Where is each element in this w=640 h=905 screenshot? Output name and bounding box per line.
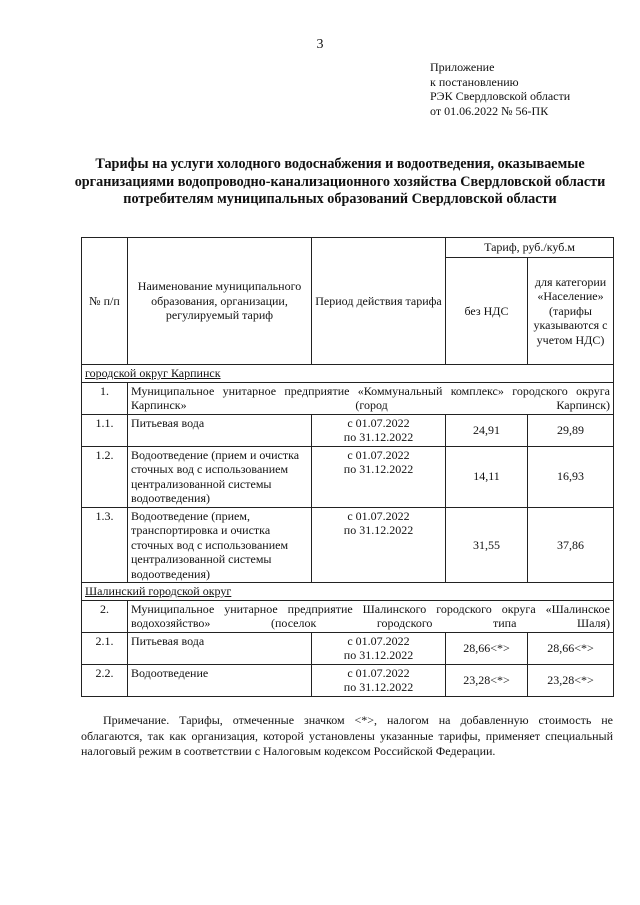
header-population: для категории «Население» (тарифы указываются с учетом НДС) <box>528 258 614 365</box>
row-name: Питьевая вода <box>128 632 312 664</box>
appendix-line-2: к постановлению <box>430 74 519 89</box>
org-num: 1. <box>82 382 128 414</box>
header-name: Наименование муниципального образования, организации, регулируемый тариф <box>128 238 312 365</box>
table-row <box>82 446 614 507</box>
tariff-table <box>81 237 614 697</box>
footnote-text: Примечание. Тарифы, отмеченные значком <*>, налогом на добавленную стоимость не облагаются, так как организация, которой установлены указанные тарифы, применяет специальный налоговый режим в соответствии с Налоговым кодексом Российской Федерации. <box>81 713 613 758</box>
document-title: Тарифы на услуги холодного водоснабжения и водоотведения, оказываемые организациями водопроводно-канализационного хозяйства Свердловской области потребителям муниципальных образований Свердловской области <box>74 156 606 207</box>
row-population: 29,89 <box>528 414 614 446</box>
region-row: городской округ Карпинск <box>82 365 614 383</box>
appendix-line-4: от 01.06.2022 № 56-ПК <box>430 103 549 118</box>
period-from: с 01.07.2022 <box>347 508 410 523</box>
appendix-line-1: Приложение <box>430 60 495 74</box>
header-num: № п/п <box>82 238 128 365</box>
row-period <box>312 507 446 583</box>
period-to: по 31.12.2022 <box>343 648 414 662</box>
row-period <box>312 632 446 664</box>
row-num: 2.1. <box>82 632 128 664</box>
period-from: с 01.07.2022 <box>347 633 410 648</box>
row-period <box>312 446 446 507</box>
table-row <box>82 664 614 696</box>
header-no-vat: без НДС <box>446 258 528 365</box>
period-from: с 01.07.2022 <box>347 665 410 680</box>
row-period <box>312 664 446 696</box>
row-name: Водоотведение (прием, транспортировка и очистка сточных вод с использованием централизованной системы водоотведения) <box>128 507 312 583</box>
row-num: 1.3. <box>82 507 128 583</box>
row-no-vat: 28,66<*> <box>446 632 528 664</box>
row-no-vat: 14,11 <box>446 446 528 507</box>
row-name: Водоотведение (прием и очистка сточных вод с использованием централизованной системы водоотведения) <box>128 446 312 507</box>
region-row: Шалинский городской округ <box>82 583 614 601</box>
period-to: по 31.12.2022 <box>343 680 414 694</box>
table-row <box>82 414 614 446</box>
header-tariff-group: Тариф, руб./куб.м <box>446 238 614 258</box>
appendix-line-3: РЭК Свердловской области <box>430 89 571 103</box>
row-name: Питьевая вода <box>128 414 312 446</box>
row-no-vat: 31,55 <box>446 507 528 583</box>
header-period: Период действия тарифа <box>312 238 446 365</box>
org-name: Муниципальное унитарное предприятие Шалинского городского округа «Шалинское водохозяйство» (поселок городского типа Шаля) <box>128 600 614 632</box>
row-no-vat: 24,91 <box>446 414 528 446</box>
table-row <box>82 632 614 664</box>
row-population: 23,28<*> <box>528 664 614 696</box>
row-num: 1.2. <box>82 446 128 507</box>
period-from: с 01.07.2022 <box>347 415 410 430</box>
row-num: 2.2. <box>82 664 128 696</box>
page-number: 3 <box>316 37 324 52</box>
row-no-vat: 23,28<*> <box>446 664 528 696</box>
row-num: 1.1. <box>82 414 128 446</box>
org-num: 2. <box>82 600 128 632</box>
period-from: с 01.07.2022 <box>347 447 410 462</box>
period-to: по 31.12.2022 <box>343 430 414 444</box>
appendix-block <box>430 60 570 118</box>
row-population: 37,86 <box>528 507 614 583</box>
row-population: 16,93 <box>528 446 614 507</box>
period-to: по 31.12.2022 <box>343 462 414 476</box>
row-period <box>312 414 446 446</box>
row-name: Водоотведение <box>128 664 312 696</box>
table-row <box>82 507 614 583</box>
row-population: 28,66<*> <box>528 632 614 664</box>
period-to: по 31.12.2022 <box>343 523 414 537</box>
footnote <box>81 713 613 760</box>
org-name: Муниципальное унитарное предприятие «Коммунальный комплекс» городского округа Карпинск» (город Карпинск) <box>128 382 614 414</box>
